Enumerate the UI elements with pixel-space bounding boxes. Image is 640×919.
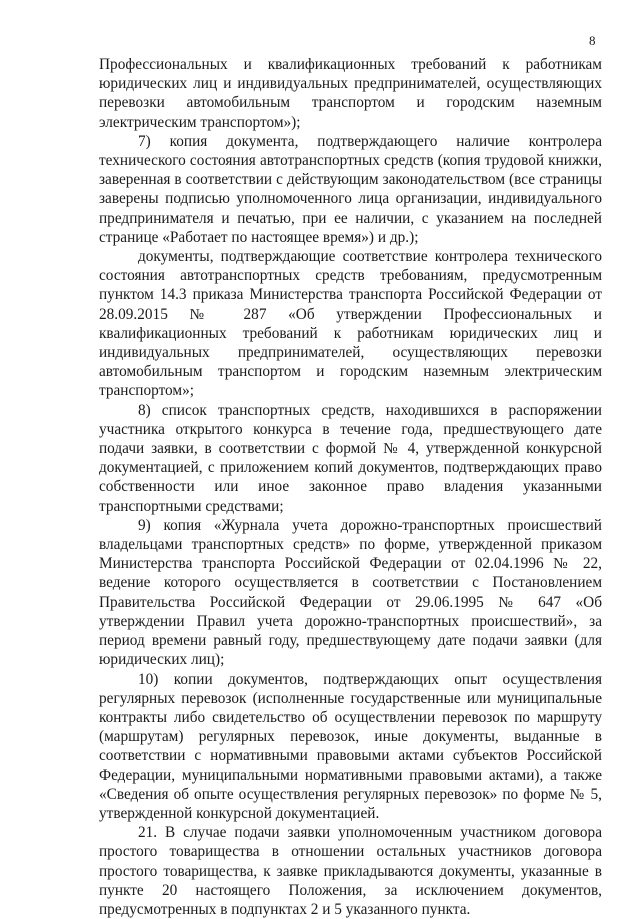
paragraph-item-10: 10) копии документов, подтверждающих опыт осуществления регулярных перевозок (исполненные государственные или муниципальные контракты либо свидетельство об осуществлении перевозок по маршруту (маршрутам) регулярных перевозок, иные документы, выданные в соответствии с нормативными правовыми актами субъектов Российской Федерации, муниципальными нормативными правовыми актами), а также «Сведения об опыте осуществления регулярных перевозок» по форме № 5, утвержденной конкурсной документацией. (99, 670, 602, 822)
paragraph-item-8: 8) список транспортных средств, находившихся в распоряжении участника открытого конкурса в течение года, предшествующего дате подачи заявки, в соответствии с формой № 4, утвержденной конкурсной документацией, с приложением копий документов, подтверждающих право собственности или иное законное право владения указанными транспортными средствами; (99, 401, 602, 515)
paragraph-controller-documents: документы, подтверждающие соответствие контролера технического состояния автотранспортных средств требованиям, предусмотренным пунктом 14.3 приказа Министерства транспорта Российской Федерации от 28.09.2015 № 287 «Об утверждении Профессиональных и квалификационных требований к работникам юридических лиц и индивидуальных предпринимателей, осуществляющих перевозки автомобильным транспортом и городским наземным электрическим транспортом»; (99, 248, 602, 400)
paragraph-clause-21: 21. В случае подачи заявки уполномоченным участником договора простого товарищества в отношении остальных участников договора простого товарищества, к заявке прикладываются документы, указанные в пункте 20 настоящего Положения, за исключением документов, предусмотренных в подпунктах 2 и 5 указанного пункта. (99, 824, 602, 918)
paragraph-item-9: 9) копия «Журнала учета дорожно-транспортных происшествий владельцами транспортных средств» по форме, утвержденной приказом Министерства транспорта Российской Федерации от 02.04.1996 № 22, ведение которого осуществляется в соответствии с Постановлением Правительства Российской Федерации от 29.06.1995 № 647 «Об утверждении Правил учета дорожно-транспортных происшествий», за период времени равный году, предшествующему дате подачи заявки (для юридических лиц); (99, 516, 602, 669)
paragraph-item-7: 7) копия документа, подтверждающего наличие контролера технического состояния автотранспортных средств (копия трудовой книжки, заверенная в соответствии с действующим законодательством (все страницы заверены подписью уполномоченного лица организации, индивидуального предпринимателя и печатью, при ее наличии, с указанием на последней странице «Работает по настоящее время») и др.); (99, 132, 602, 246)
page-number: 8 (589, 33, 596, 48)
paragraph-continuation: Профессиональных и квалификационных требований к работникам юридических лиц и индивидуальных предпринимателей, осуществляющих перевозки автомобильным транспортом и городским наземным электрическим транспортом»); (99, 56, 602, 131)
document-body (99, 55, 602, 919)
